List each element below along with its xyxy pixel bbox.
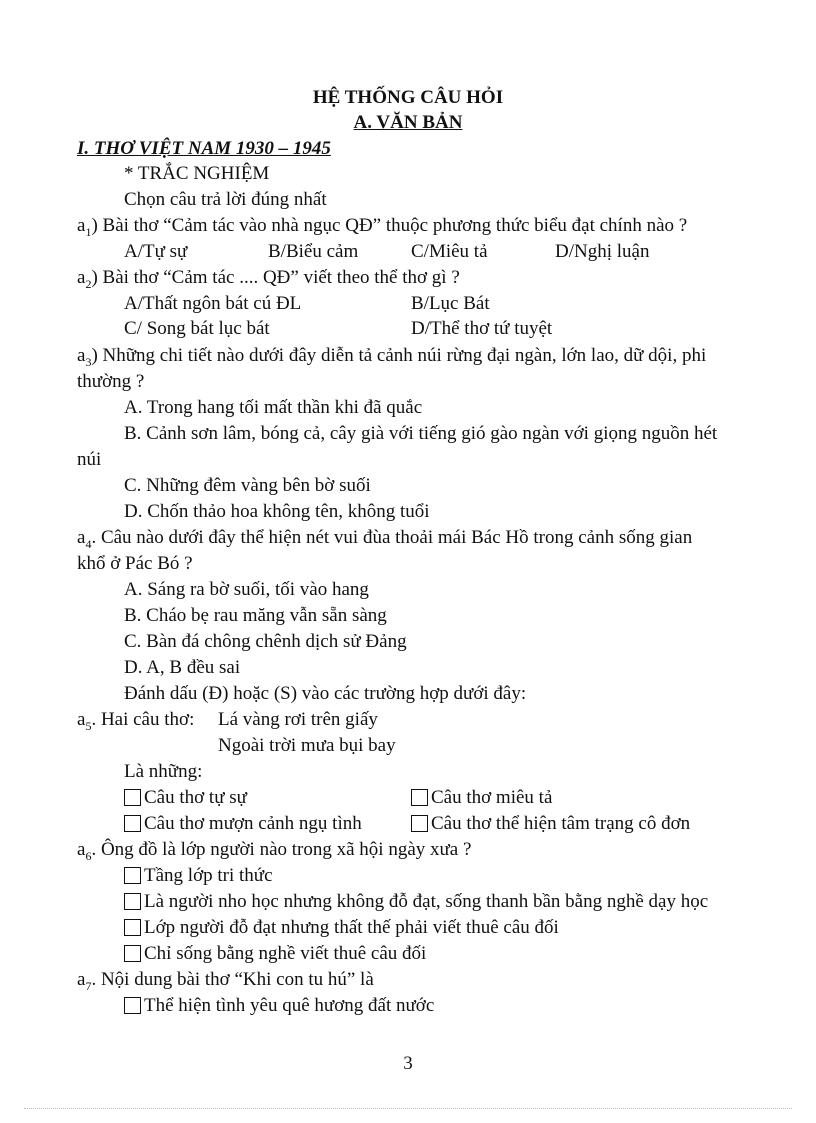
check-option[interactable] [124, 864, 273, 888]
question-text-continued: thường ? [77, 371, 145, 392]
checkbox[interactable] [124, 815, 141, 832]
check-option[interactable] [124, 994, 434, 1018]
option-label: Là người nho học nhưng không đỗ đạt, sống thanh bần bằng nghề dạy học [144, 891, 709, 912]
checkbox[interactable] [124, 945, 141, 962]
checkbox[interactable] [124, 997, 141, 1014]
question-subscript: 1 [85, 224, 92, 239]
option-label: Câu thơ mượn cảnh ngụ tình [144, 813, 362, 834]
option-label: Chỉ sống bằng nghề viết thuê câu đối [144, 943, 427, 964]
checkbox[interactable] [411, 789, 428, 806]
option: B/Lục Bát [411, 293, 490, 314]
verse-line: Ngoài trời mưa bụi bay [218, 735, 396, 756]
check-option[interactable] [124, 890, 708, 914]
question-text: . Ông đồ là lớp người nào trong xã hội ngày xưa ? [91, 839, 472, 860]
question-text: . Nội dung bài thơ “Khi con tu hú” là [91, 969, 374, 990]
question-subscript: 3 [85, 354, 92, 369]
check-option[interactable] [124, 942, 426, 966]
option: A/Tự sự [124, 241, 188, 262]
option-label: Lớp người đỗ đạt nhưng thất thế phải viết thuê câu đối [144, 917, 559, 938]
option: B. Cảnh sơn lâm, bóng cả, cây già với tiếng gió gào ngàn với giọng nguồn hét [124, 423, 718, 444]
page-number: 3 [403, 1053, 413, 1074]
option: C/Miêu tả [411, 241, 488, 262]
option: D/Nghị luận [555, 241, 650, 262]
instruction-text: Đánh dấu (Đ) hoặc (S) vào các trường hợp dưới đây: [124, 683, 527, 704]
question-label: a [77, 527, 86, 548]
question-3 [77, 344, 706, 374]
lead-text: Là những: [124, 761, 203, 782]
option: B. Cháo bẹ rau măng vẫn sẵn sàng [124, 605, 387, 626]
option-continued: núi [77, 449, 102, 470]
question-label: a [77, 267, 86, 288]
option: B/Biểu cảm [268, 241, 359, 262]
checkbox[interactable] [124, 789, 141, 806]
question-subscript: 5 [85, 718, 92, 733]
checkbox[interactable] [124, 867, 141, 884]
page-subtitle: A. VĂN BẢN [353, 112, 463, 133]
option-label: Câu thơ thể hiện tâm trạng cô đơn [431, 813, 691, 834]
option: C. Bàn đá chông chênh dịch sử Đảng [124, 631, 407, 652]
question-label: a [77, 215, 86, 236]
option-label: Câu thơ miêu tả [431, 787, 553, 808]
check-option[interactable] [124, 916, 559, 940]
question-5 [77, 708, 194, 738]
option-label: Thể hiện tình yêu quê hương đất nước [144, 995, 435, 1016]
option: A. Sáng ra bờ suối, tối vào hang [124, 579, 369, 600]
question-label: a [77, 969, 86, 990]
check-option[interactable] [411, 812, 690, 836]
question-text: ) Bài thơ “Cảm tác .... QĐ” viết theo thể thơ gì ? [91, 267, 460, 288]
checkbox[interactable] [124, 893, 141, 910]
question-type: * TRẮC NGHIỆM [124, 163, 270, 184]
option: A/Thất ngôn bát cú ĐL [124, 293, 302, 314]
option-label: Tầng lớp tri thức [144, 865, 273, 886]
checkbox[interactable] [411, 815, 428, 832]
question-text: . Câu nào dưới đây thể hiện nét vui đùa thoải mái Bác Hồ trong cảnh sống gian [91, 527, 693, 548]
question-text-continued: khổ ở Pác Bó ? [77, 553, 193, 574]
page-title: HỆ THỐNG CÂU HỎI [312, 87, 504, 108]
checkbox[interactable] [124, 919, 141, 936]
question-subscript: 4 [85, 536, 92, 551]
question-label: a [77, 345, 86, 366]
check-option[interactable] [124, 812, 362, 836]
option-label: Câu thơ tự sự [144, 787, 247, 808]
question-text: ) Bài thơ “Cảm tác vào nhà ngục QĐ” thuộc phương thức biểu đạt chính nào ? [91, 215, 688, 236]
option: D. A, B đều sai [124, 657, 241, 678]
question-subscript: 7 [85, 978, 92, 993]
check-option[interactable] [411, 786, 552, 810]
section-heading: I. THƠ VIỆT NAM 1930 – 1945 [77, 138, 331, 159]
option: D. Chốn thảo hoa không tên, không tuổi [124, 501, 430, 522]
question-label: a [77, 839, 86, 860]
question-text: . Hai câu thơ: [91, 709, 195, 730]
page-bottom-divider [24, 1108, 792, 1109]
option: D/Thể thơ tứ tuyệt [411, 318, 553, 339]
question-subscript: 2 [85, 276, 92, 291]
question-label: a [77, 709, 86, 730]
question-subscript: 6 [85, 848, 92, 863]
option: A. Trong hang tối mất thần khi đã quắc [124, 397, 423, 418]
check-option[interactable] [124, 786, 247, 810]
option: C/ Song bát lục bát [124, 318, 270, 339]
option: C. Những đêm vàng bên bờ suối [124, 475, 371, 496]
instruction-text: Chọn câu trả lời đúng nhất [124, 189, 327, 210]
question-text: ) Những chi tiết nào dưới đây diễn tả cảnh núi rừng đại ngàn, lớn lao, dữ dội, phi [91, 345, 707, 366]
verse-line: Lá vàng rơi trên giấy [218, 709, 378, 730]
